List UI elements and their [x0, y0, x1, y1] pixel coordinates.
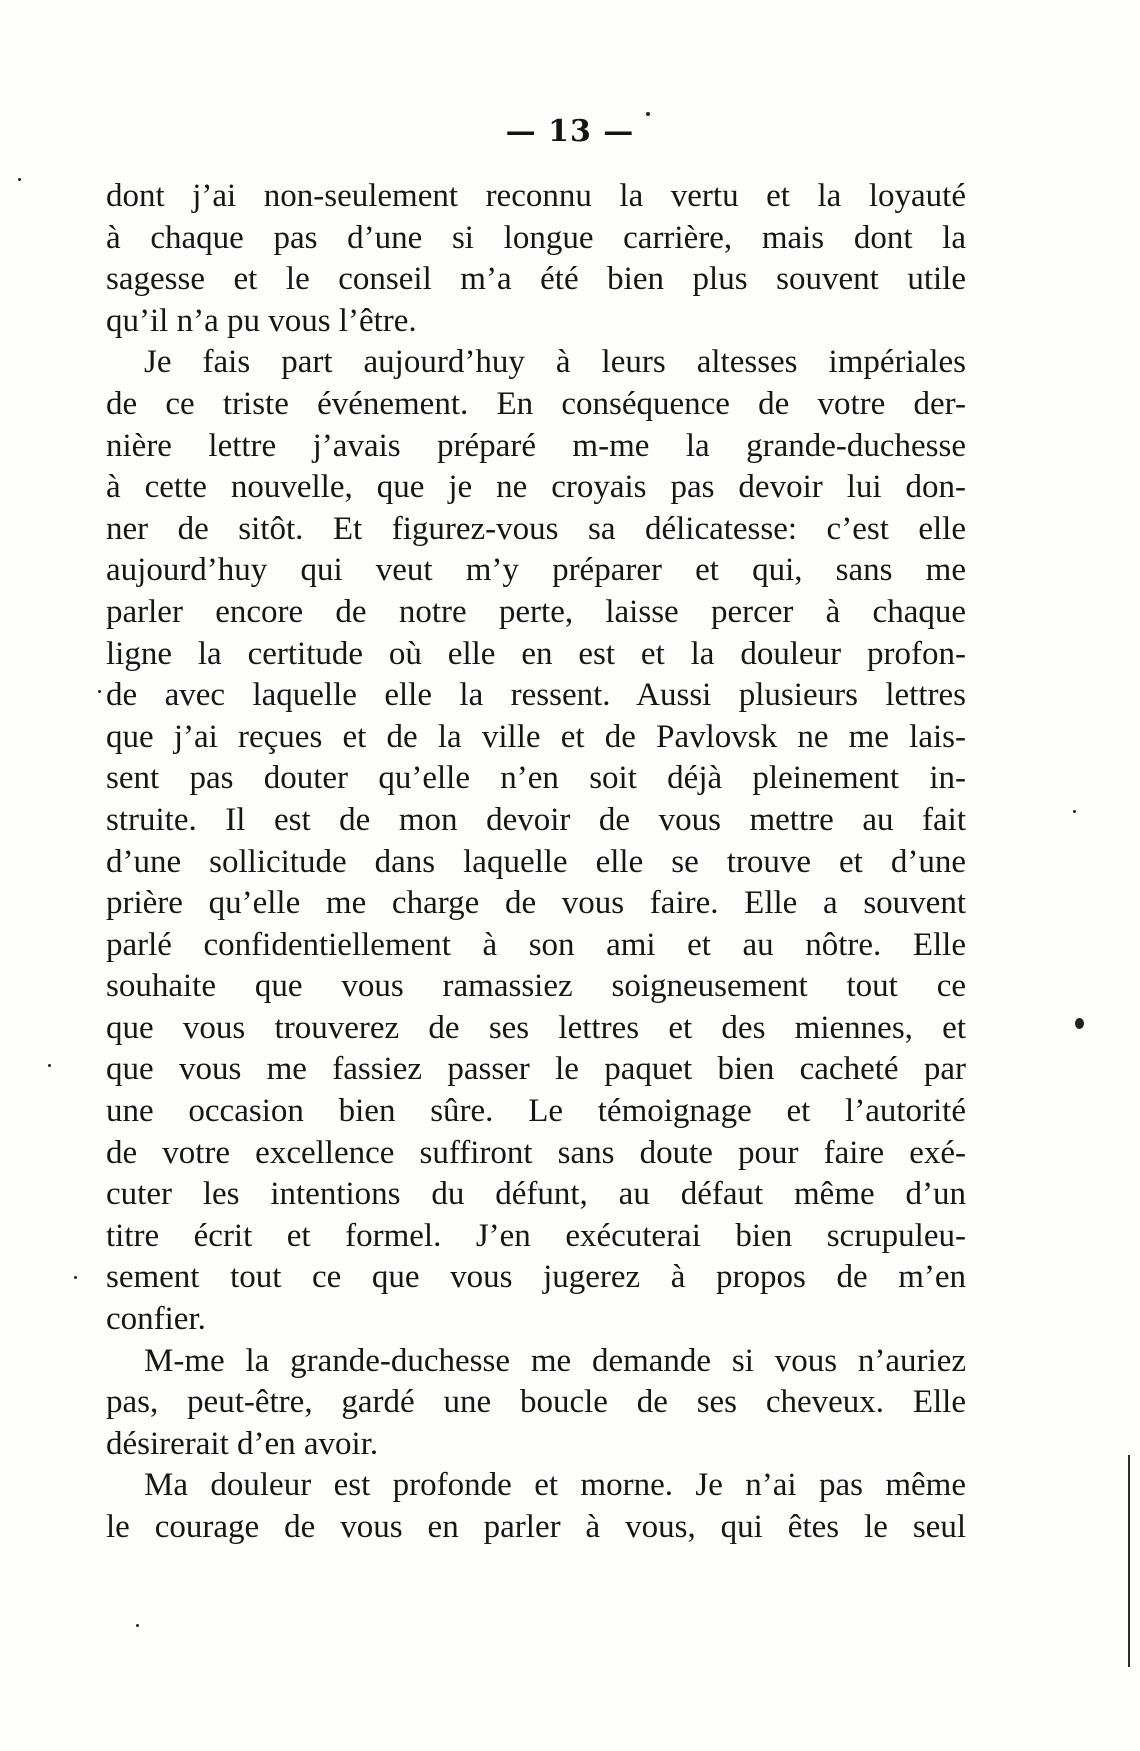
text-line: que vous me fassiez passer le paquet bien cacheté par	[106, 1051, 966, 1088]
text-line: M-me la grande-duchesse me demande si vous n’auriez	[144, 1342, 966, 1379]
scan-speck	[74, 1276, 77, 1279]
text-line: pas, peut-être, gardé une boucle de ses cheveux. Elle	[106, 1384, 966, 1421]
text-line: nière lettre j’avais préparé m-me la grande-duchesse	[106, 427, 966, 464]
text-line: souhaite que vous ramassiez soigneusement tout ce	[106, 968, 966, 1005]
text-line: sagesse et le conseil m’a été bien plus souvent utile	[106, 261, 966, 298]
body-text	[106, 176, 966, 1549]
text-line: à chaque pas d’une si longue carrière, mais dont la	[106, 219, 966, 256]
text-line: une occasion bien sûre. Le témoignage et l’autorité	[106, 1093, 966, 1130]
scan-speck	[48, 1064, 51, 1067]
page-number: — 13 —	[505, 114, 635, 149]
text-line: de ce triste événement. En conséquence de votre der-	[106, 385, 966, 422]
text-line: struite. Il est de mon devoir de vous mettre au fait	[106, 801, 966, 838]
text-line: que vous trouverez de ses lettres et des miennes, et	[106, 1009, 966, 1046]
text-line: Je fais part aujourd’huy à leurs altesses impériales	[144, 344, 966, 381]
scan-speck	[98, 690, 101, 693]
text-line: parler encore de notre perte, laisse percer à chaque	[106, 593, 966, 630]
page-edge-shadow	[1128, 1455, 1130, 1667]
text-line: de votre excellence suffiront sans doute pour faire exé-	[106, 1134, 966, 1171]
text-line: désirerait d’en avoir.	[106, 1425, 379, 1462]
scan-speck	[1075, 1018, 1084, 1029]
text-line: prière qu’elle me charge de vous faire. Elle a souvent	[106, 885, 966, 922]
text-line: titre écrit et formel. J’en exécuterai bien scrupuleu-	[106, 1217, 966, 1254]
text-line: sent pas douter qu’elle n’en soit déjà pleinement in-	[106, 760, 966, 797]
scan-speck	[136, 1624, 139, 1627]
text-line: Ma douleur est profonde et morne. Je n’ai pas même	[144, 1467, 966, 1504]
scan-speck	[18, 178, 21, 181]
text-line: dont j’ai non-seulement reconnu la vertu et la loyauté	[106, 178, 966, 214]
text-line: aujourd’huy qui veut m’y préparer et qui, sans me	[106, 552, 966, 589]
text-line: confier.	[106, 1301, 206, 1338]
text-line: à cette nouvelle, que je ne croyais pas devoir lui don-	[106, 469, 966, 506]
text-line: qu’il n’a pu vous l’être.	[106, 302, 417, 339]
scan-speck	[1073, 810, 1076, 813]
text-line: de avec laquelle elle la ressent. Aussi plusieurs lettres	[106, 677, 966, 714]
text-line: que j’ai reçues et de la ville et de Pavlovsk ne me lais-	[106, 718, 966, 755]
text-line: sement tout ce que vous jugerez à propos de m’en	[106, 1259, 966, 1296]
text-line: le courage de vous en parler à vous, qui êtes le seul	[106, 1509, 966, 1545]
text-line: ner de sitôt. Et figurez-vous sa délicatesse: c’est elle	[106, 510, 966, 547]
text-line: d’une sollicitude dans laquelle elle se trouve et d’une	[106, 843, 966, 880]
scan-speck	[646, 112, 650, 116]
text-line: ligne la certitude où elle en est et la douleur profon-	[106, 635, 966, 672]
text-line: cuter les intentions du défunt, au défaut même d’un	[106, 1176, 966, 1213]
text-line: parlé confidentiellement à son ami et au nôtre. Elle	[106, 926, 966, 963]
